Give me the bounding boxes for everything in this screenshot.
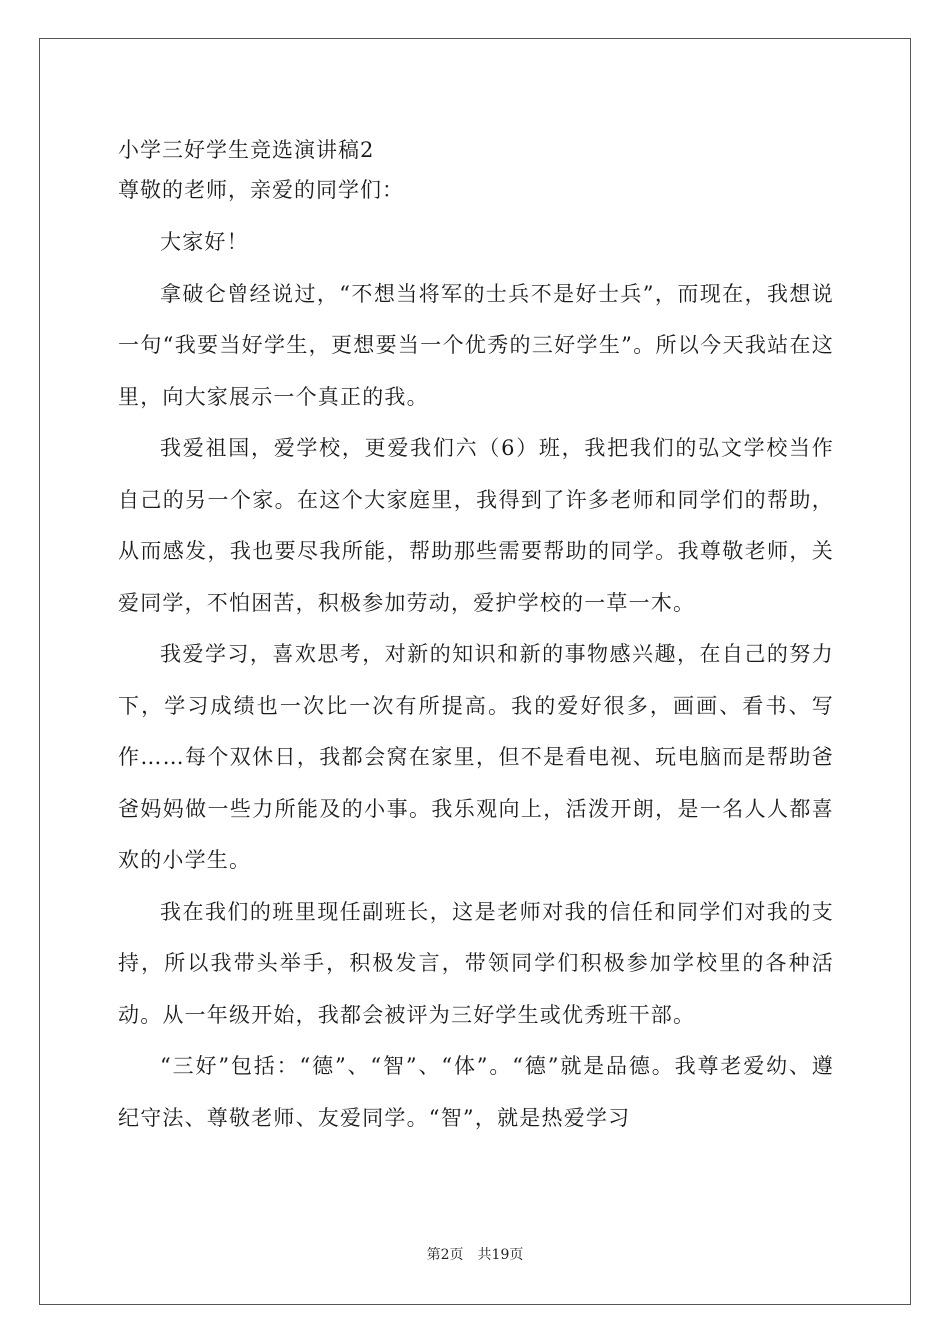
- paragraph-2: 我爱祖国，爱学校，更爱我们六（6）班，我把我们的弘文学校当作自己的另一个家。在这个大家庭里，我得到了许多老师和同学们的帮助，从而感发，我也要尽我所能，帮助那些需要帮助的同学。我尊敬老师，关爱同学，不怕困苦，积极参加劳动，爱护学校的一草一木。: [118, 436, 834, 615]
- document-body: [118, 132, 834, 1144]
- paragraph-greeting: 大家好！: [160, 230, 249, 254]
- paragraph-1: 拿破仑曾经说过，“不想当将军的士兵不是好士兵”，而现在，我想说一句“我要当好学生，更想要当一个优秀的三好学生”。所以今天我站在这里，向大家展示一个真正的我。: [118, 281, 834, 409]
- document-title: 小学三好学生竞选演讲稿2: [118, 138, 375, 162]
- paragraph-3: 我爱学习，喜欢思考，对新的知识和新的事物感兴趣，在自己的努力下，学习成绩也一次比一次有所提高。我的爱好很多，画画、看书、写作……每个双休日，我都会窝在家里，但不是看电视、玩电脑而是帮助爸爸妈妈做一些力所能及的小事。我乐观向上，活泼开朗，是一名人人都喜欢的小学生。: [118, 642, 834, 872]
- paragraph-5: “三好”包括：“德”、“智”、“体”。“德”就是品德。我尊老爱幼、遵纪守法、尊敬老师、友爱同学。“智”，就是热爱学习: [118, 1054, 834, 1130]
- salutation: 尊敬的老师，亲爱的同学们：: [118, 178, 404, 202]
- paragraph-4: 我在我们的班里现任副班长，这是老师对我的信任和同学们对我的支持，所以我带头举手，积极发言，带领同学们积极参加学校里的各种活动。从一年级开始，我都会被评为三好学生或优秀班干部。: [118, 899, 834, 1027]
- page-number: 第2页: [426, 1247, 464, 1263]
- page-footer: [0, 1245, 950, 1265]
- page-total: 共19页: [477, 1247, 524, 1263]
